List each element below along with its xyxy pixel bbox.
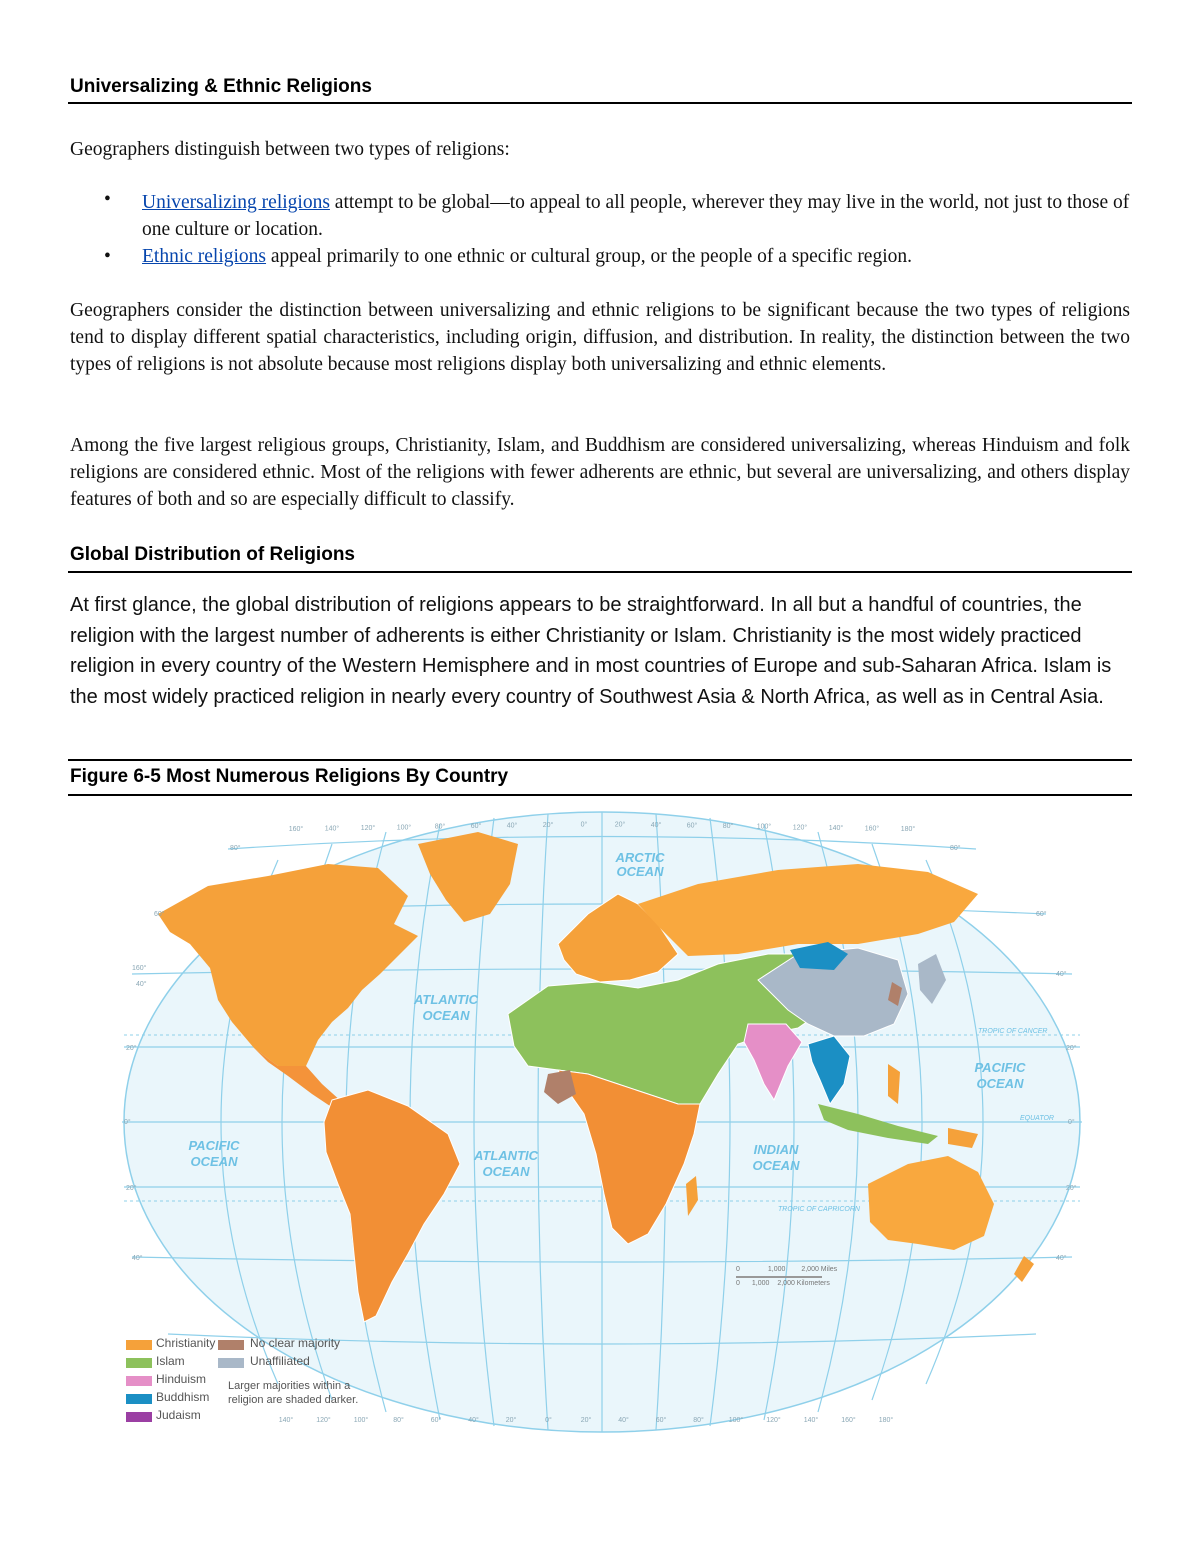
top-longitude-label: 60° [470, 823, 482, 831]
bottom-longitude-label: 120° [766, 1417, 781, 1424]
indian-ocean-label: INDIAN [753, 1142, 799, 1157]
ethnic-religions-link[interactable]: Ethnic religions [142, 246, 267, 267]
legend-swatch-judaism [126, 1412, 152, 1422]
left-latitude-label: 60° [154, 911, 165, 918]
legend-note-line2: religion are shaded darker. [228, 1394, 359, 1406]
atlantic-north-label: ATLANTIC [413, 992, 479, 1007]
figure-bottom-rule [68, 794, 1132, 796]
arctic-ocean-label: ARCTIC [615, 850, 665, 865]
top-longitude-label: 180° [900, 826, 916, 834]
top-longitude-label: 20° [542, 821, 554, 829]
scale-km-0: 0 [736, 1280, 740, 1287]
legend-note-line1: Larger majorities within a [228, 1380, 351, 1392]
right-latitude-label: 0° [1068, 1119, 1075, 1126]
top-longitude-label: 60° [686, 822, 698, 830]
list-item [70, 243, 1130, 270]
top-longitude-label: 100° [756, 823, 772, 831]
left-latitude-label: 20° [126, 1045, 137, 1052]
section-title-global-distribution: Global Distribution of Religions [70, 544, 355, 565]
tropic-of-capricorn-label: TROPIC OF CAPRICORN [778, 1206, 860, 1213]
list-item [70, 186, 1130, 243]
bottom-longitude-label: 40° [468, 1417, 479, 1424]
top-longitude-label: 40° [650, 821, 662, 829]
legend-swatch-islam [126, 1358, 152, 1368]
bottom-longitude-label: 140° [803, 1417, 819, 1424]
legend-label-no-majority: No clear majority [250, 1336, 341, 1350]
legend-label-unaffiliated: Unaffiliated [250, 1354, 310, 1368]
bottom-longitude-label: 40° [618, 1417, 629, 1424]
scale-mile-0: 0 [736, 1266, 740, 1273]
left-latitude-label: 160° [132, 965, 147, 972]
atlantic-north-label: OCEAN [422, 1008, 470, 1023]
indian-ocean-label: OCEAN [752, 1158, 800, 1173]
left-latitude-label: 40° [132, 1255, 143, 1262]
legend-swatch-christianity [126, 1340, 152, 1350]
distinction-paragraph: Geographers consider the distinction between universalizing and ethnic religions to be significant because the two types of religions tend to display different spatial characteristics, including origin, diffusion, and distribution. In reality, the distinction between the two types of religions is not absolute because most religions display both universalizing and ethnic elements. [70, 300, 1130, 375]
pacific-west-label: PACIFIC [188, 1138, 240, 1153]
left-latitude-label: 20° [126, 1185, 137, 1192]
section-title-universalizing: Universalizing & Ethnic Religions [70, 76, 372, 97]
right-latitude-label: 80° [950, 845, 961, 852]
intro-text: Geographers distinguish between two types of religions: [70, 139, 510, 160]
bottom-longitude-label: 180° [878, 1417, 894, 1424]
figure-top-rule [68, 759, 1132, 761]
bottom-longitude-labels [279, 1416, 894, 1424]
figure-title: Figure 6-5 Most Numerous Religions By Country [70, 766, 509, 787]
legend-label-christianity: Christianity [156, 1336, 216, 1350]
scale-km-2000: 2,000 Kilometers [777, 1280, 830, 1287]
top-longitude-label: 140° [828, 824, 844, 832]
top-longitude-label: 40° [506, 822, 518, 830]
equator-label: EQUATOR [1020, 1115, 1054, 1122]
pacific-east-label: OCEAN [976, 1076, 1024, 1091]
bottom-longitude-label: 20° [580, 1417, 592, 1424]
top-longitude-label: 120° [792, 824, 808, 832]
bottom-longitude-label: 120° [316, 1417, 331, 1424]
list-item-text: appeal primarily to one ethnic or cultural group, or the people of a specific region. [266, 246, 913, 267]
left-latitude-label: 80° [230, 845, 241, 852]
pacific-west-label: OCEAN [190, 1154, 238, 1169]
bottom-longitude-label: 60° [655, 1417, 667, 1424]
legend-label-islam: Islam [156, 1354, 185, 1368]
legend-label-hinduism: Hinduism [156, 1372, 207, 1386]
top-longitude-label: 0° [580, 821, 588, 829]
pacific-east-label: PACIFIC [974, 1060, 1026, 1075]
scale-mile-1000: 1,000 [767, 1266, 786, 1273]
bottom-longitude-label: 100° [728, 1417, 744, 1424]
legend-swatch-hinduism [126, 1376, 152, 1386]
bottom-longitude-label: 80° [393, 1417, 404, 1424]
religion-types-list [70, 186, 1130, 270]
bullet-icon: • [104, 189, 111, 210]
top-longitude-label: 160° [864, 825, 880, 833]
heading-rule [68, 102, 1132, 104]
universalizing-religions-link[interactable]: Universalizing religions [142, 192, 330, 213]
global-distribution-paragraph: At first glance, the global distribution of religions appears to be straightforward. In all but a handful of countries, the religion with the largest number of adherents is either Christianity or Islam. Christianity is the most widely practiced religion in every country of the Western Hemisphere and in most countries of Europe and sub-Saharan Africa. Islam is the most widely practiced religion in nearly every country of Southwest Asia & North Africa, as well as in Central Asia. [70, 594, 1112, 708]
scale-line [736, 1276, 822, 1278]
right-latitude-label: 60° [1036, 911, 1047, 918]
tropic-of-cancer-label: TROPIC OF CANCER [978, 1028, 1048, 1035]
top-longitude-label: 80° [722, 823, 734, 831]
top-longitude-label: 100° [396, 824, 412, 832]
right-latitude-label: 40° [1056, 971, 1067, 978]
arctic-ocean-label: OCEAN [616, 864, 664, 879]
top-longitude-label: 140° [324, 825, 340, 833]
legend-swatch-unaffiliated [218, 1358, 244, 1368]
list-item-text: attempt to be global—to appeal to all people, wherever they may live in the world, not just to those of one culture or location. [142, 192, 1130, 240]
bottom-longitude-label: 80° [693, 1417, 704, 1424]
bullet-icon: • [104, 246, 111, 267]
top-longitude-label: 120° [360, 824, 376, 832]
bottom-longitude-label: 160° [841, 1417, 856, 1424]
heading-rule [68, 571, 1132, 573]
scale-mile-2000: 2,000 Miles [801, 1266, 838, 1273]
legend-swatch-no-majority [218, 1340, 244, 1350]
left-latitude-label: 0° [124, 1119, 131, 1126]
legend-label-judaism: Judaism [156, 1408, 201, 1422]
bottom-longitude-label: 100° [353, 1417, 369, 1424]
scale-bar-overlay [736, 1266, 856, 1296]
bottom-longitude-label: 140° [278, 1417, 294, 1424]
top-longitude-label: 160° [288, 826, 304, 834]
right-latitude-label: 20° [1066, 1045, 1077, 1052]
right-latitude-label: 40° [1056, 1255, 1067, 1262]
scale-km-1000: 1,000 [751, 1280, 770, 1287]
bottom-longitude-label: 20° [505, 1417, 517, 1424]
atlantic-south-label: OCEAN [482, 1164, 530, 1179]
atlantic-south-label: ATLANTIC [473, 1148, 539, 1163]
bottom-longitude-label: 0° [545, 1417, 552, 1424]
left-latitude-label: 40° [136, 981, 147, 988]
right-latitude-label: 20° [1066, 1185, 1077, 1192]
top-longitude-label: 80° [434, 823, 446, 831]
legend-swatch-buddhism [126, 1394, 152, 1404]
bottom-longitude-label: 60° [430, 1417, 442, 1424]
largest-groups-paragraph: Among the five largest religious groups, Christianity, Islam, and Buddhism are considered universalizing, whereas Hinduism and folk religions are considered ethnic. Most of the religions with fewer adherents are ethnic, but several are universalizing, and others display features of both and so are especially difficult to classify. [70, 435, 1130, 510]
top-longitude-label: 20° [614, 821, 626, 829]
legend-label-buddhism: Buddhism [156, 1390, 210, 1404]
